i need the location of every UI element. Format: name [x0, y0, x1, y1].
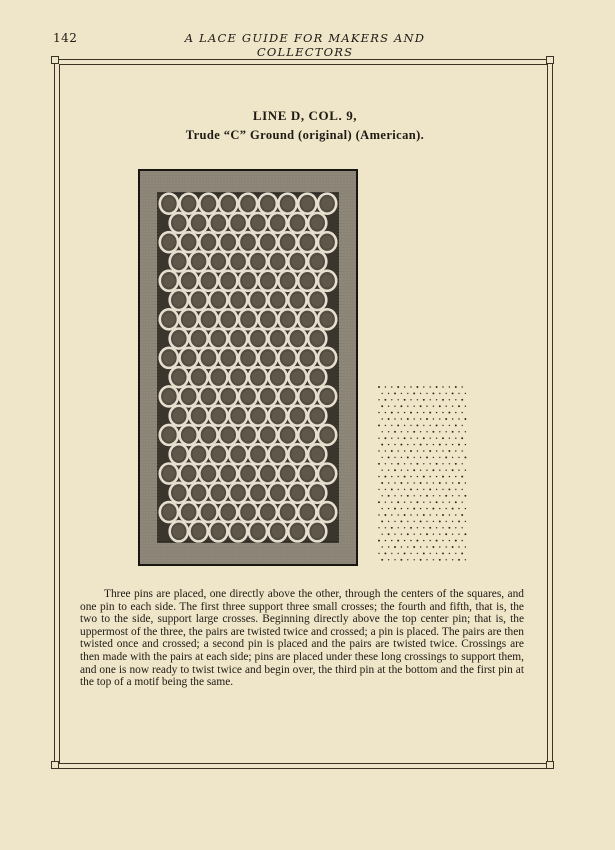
bobbin-lace-ground-photo-icon [138, 169, 358, 566]
page-number: 142 [53, 31, 78, 45]
pricking-pattern-dots-icon [376, 384, 468, 566]
frame-corner-top-right [546, 56, 554, 64]
section-subheading: Trude “C” Ground (original) (American). [185, 128, 425, 142]
running-head: A LACE GUIDE FOR MAKERS AND COLLECTORS [184, 31, 426, 59]
section-heading: LINE D, COL. 9, [252, 108, 358, 123]
frame-corner-bottom-left [51, 761, 59, 769]
frame-corner-top-left [51, 56, 59, 64]
frame-corner-bottom-right [546, 761, 554, 769]
body-paragraph: Three pins are placed, one directly above the other, through the centers of the squares, and one pin to each side. The first three support three small crosses; the fourth and fifth, that is, the two to the side, support large crosses. Beginning directly above the top center pin; that is, the uppermost of the three, the pairs are twisted twice and crossed; a pin is placed. The pairs are then twisted once and crossed; a second pin is placed and the pairs are twisted twice. Crossings are then made with the pairs at each side; pins are placed under these long crossings to support them, and one is now ready to twist twice and begin over, the third pin at the bottom and the first pin at the top of a motif being the same. [80, 588, 524, 689]
